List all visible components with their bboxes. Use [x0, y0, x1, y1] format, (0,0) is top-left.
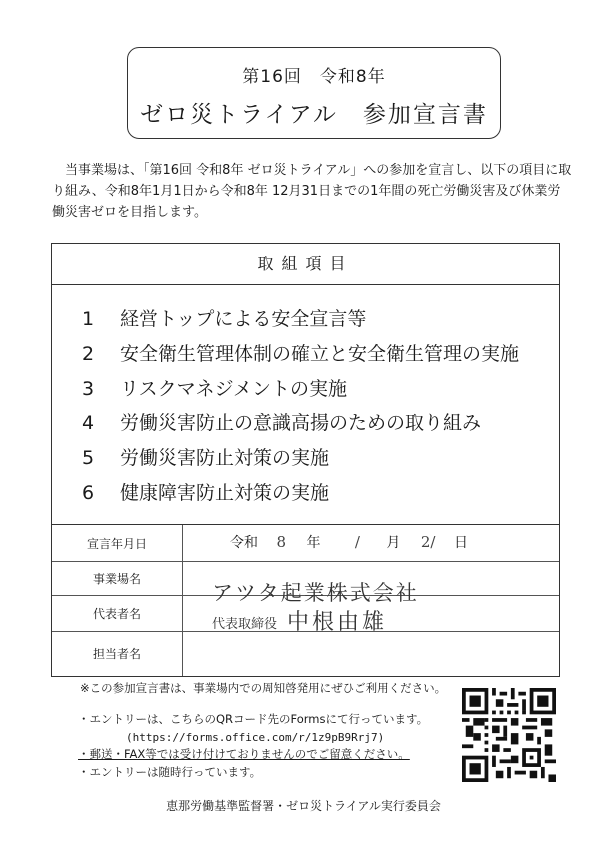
representative-title: 代表取締役 — [212, 617, 278, 632]
workplace-label: 事業場名 — [52, 561, 183, 595]
initiative-item — [82, 372, 519, 407]
date-month-unit: 月 — [386, 535, 401, 551]
item-number: 5 — [82, 447, 95, 470]
contact-row — [52, 631, 559, 676]
representative-label: 代表者名 — [52, 595, 183, 631]
no-fax-note: ・郵送・FAX等では受け付けておりませんのでご留意ください。 — [78, 747, 410, 761]
item-number: 6 — [82, 481, 95, 504]
date-day-unit: 日 — [453, 535, 468, 551]
date-month: / — [354, 533, 360, 551]
item-text: 経営トップによる安全宣言等 — [120, 308, 367, 330]
title-line-2: ゼロ災トライアル 参加宣言書 — [140, 102, 488, 128]
initiative-item — [82, 406, 519, 441]
item-text: 労働災害防止対策の実施 — [120, 447, 330, 470]
intro-paragraph: 当事業場は、「第16回 令和8年 ゼロ災トライアル」への参加を宣言し、以下の項目に取り組み、令和8年1月1日から令和8年 12月31日までの1年間の死亡労働災害及び休業労働災害ゼロを目指します。 — [52, 163, 572, 220]
forms-url[interactable]: (https://forms.office.com/r/1z9pB9Rrj7) — [126, 730, 385, 744]
entry-info — [78, 711, 428, 781]
qr-code[interactable] — [462, 688, 556, 782]
initiative-item — [82, 441, 519, 476]
initiative-list — [82, 302, 519, 511]
date-label: 宣言年月日 — [52, 525, 183, 561]
company-stamp: アツタ起業株式会社 — [212, 581, 419, 605]
item-text: 労働災害防止の意識高揚のための取り組み — [120, 412, 482, 435]
item-text: リスクマネジメントの実施 — [120, 377, 348, 400]
date-day: 2/ — [420, 533, 436, 551]
anytime-note: ・エントリーは随時行っています。 — [78, 764, 262, 779]
title-line-1: 第16回 令和8年 — [242, 67, 386, 87]
stamp-area — [182, 561, 559, 635]
date-year: 8 — [276, 533, 286, 551]
item-number: 2 — [82, 342, 95, 365]
contact-value — [182, 631, 559, 676]
contact-label: 担当者名 — [52, 631, 183, 676]
initiative-item — [82, 302, 519, 337]
item-number: 3 — [82, 377, 95, 400]
table-header: 取組項目 — [52, 244, 559, 285]
declaration-details — [52, 524, 559, 676]
item-text: 健康障害防止対策の実施 — [120, 481, 330, 504]
initiative-item — [82, 337, 519, 372]
initiatives-table — [51, 243, 560, 677]
date-row — [52, 525, 559, 562]
usage-note: ※この参加宣言書は、事業場内での周知啓発用にぜひご利用ください。 — [80, 681, 447, 695]
initiative-item — [82, 476, 519, 511]
item-number: 1 — [82, 308, 95, 330]
date-value — [182, 525, 559, 561]
footer-issuer: 恵那労働基準監督署・ゼロ災トライアル実行委員会 — [166, 799, 441, 813]
date-year-unit: 年 — [306, 535, 321, 551]
title-box — [127, 47, 501, 139]
item-text: 安全衛生管理体制の確立と安全衛生管理の実施 — [120, 342, 520, 365]
entry-instruction: ・エントリーは、こちらのQRコード先のFormsにて行っています。 — [78, 712, 429, 726]
date-era: 令和 — [230, 535, 258, 551]
representative-name: 中根由雄 — [287, 610, 388, 635]
item-number: 4 — [82, 412, 95, 435]
